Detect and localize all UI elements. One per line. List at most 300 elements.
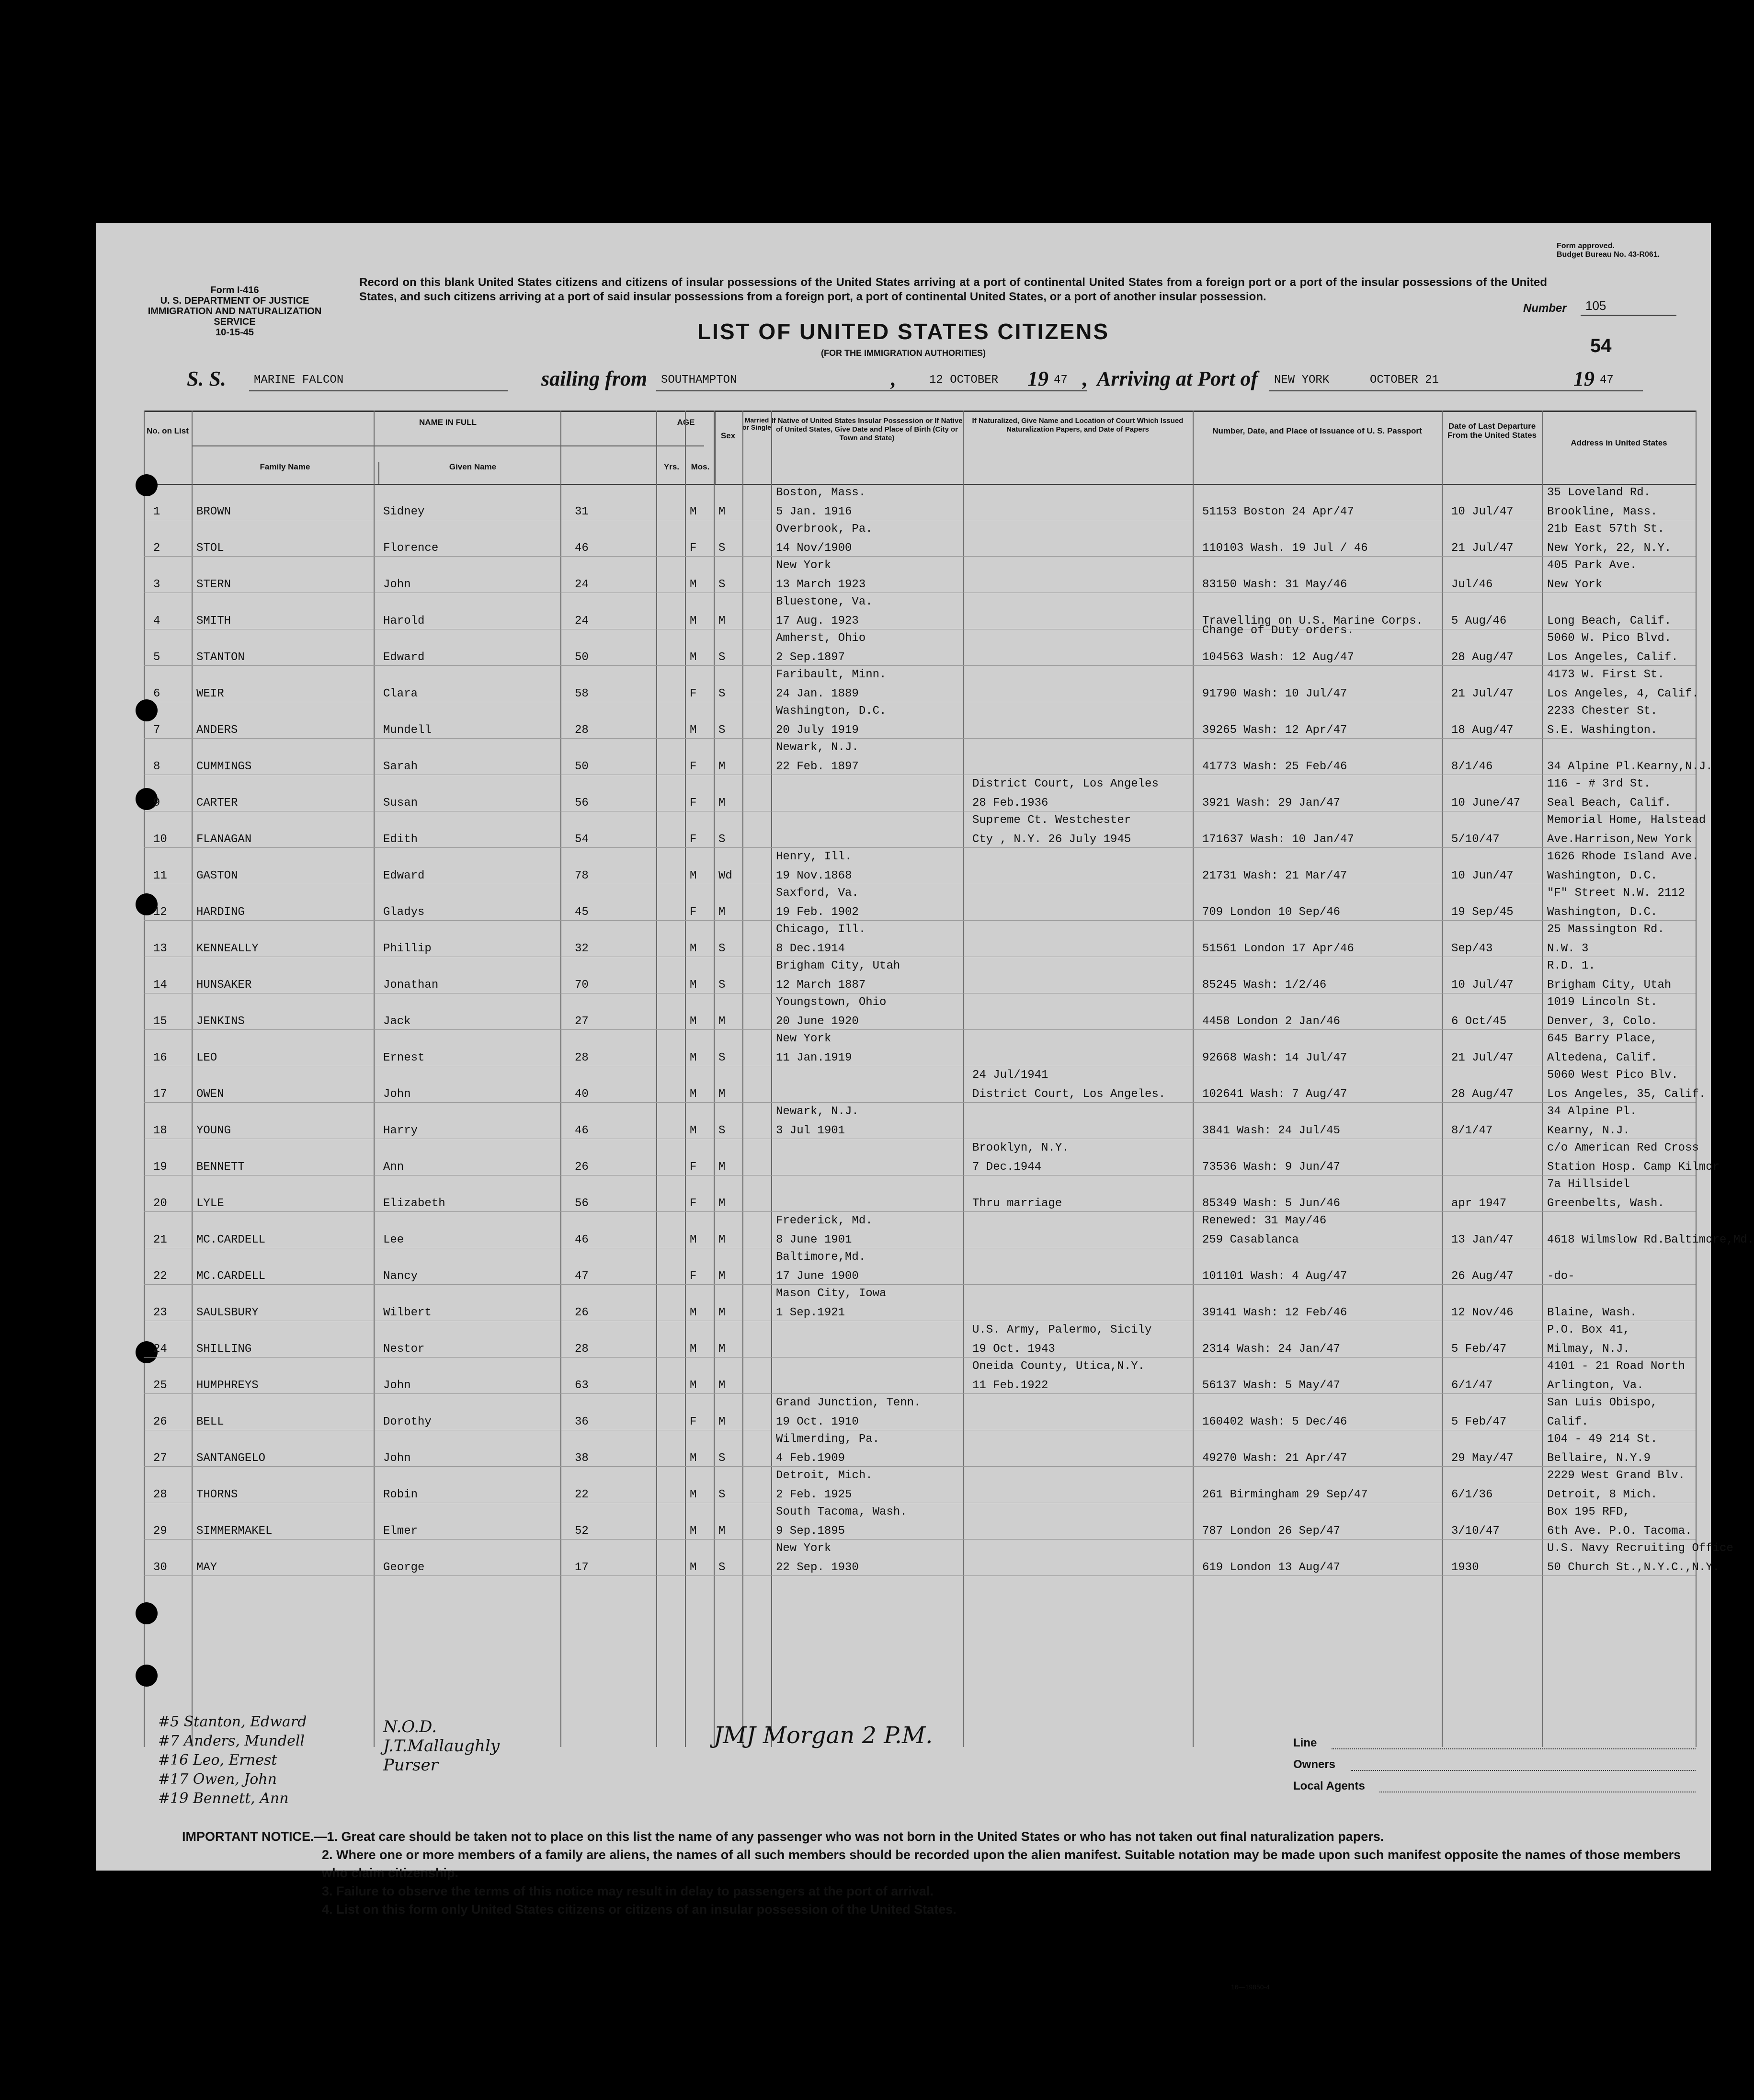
birth-place: Boston, Mass. bbox=[776, 486, 866, 499]
address-line-2: N.W. 3 bbox=[1547, 942, 1589, 955]
note-line: #5 Stanton, Edward bbox=[158, 1713, 307, 1730]
passenger-number: 25 bbox=[153, 1379, 167, 1392]
given-name: Wilbert bbox=[383, 1306, 432, 1319]
given-name: Gladys bbox=[383, 906, 425, 919]
passenger-number: 8 bbox=[153, 760, 160, 773]
family-name: BELL bbox=[196, 1415, 224, 1428]
table-row bbox=[144, 666, 1699, 702]
passenger-number: 21 bbox=[153, 1233, 167, 1246]
sex: F bbox=[690, 1415, 697, 1428]
birth-place: Wilmerding, Pa. bbox=[776, 1433, 880, 1446]
table-row bbox=[144, 1467, 1696, 1503]
age-years: 78 bbox=[575, 869, 589, 882]
note-line: #7 Anders, Mundell bbox=[158, 1733, 305, 1749]
birth-date: 20 July 1919 bbox=[776, 724, 859, 737]
age-years: 32 bbox=[575, 942, 589, 955]
birth-date: 2 Feb. 1925 bbox=[776, 1488, 852, 1501]
manifest-sheet bbox=[96, 223, 1754, 1991]
page-subtitle: (FOR THE IMMIGRATION AUTHORITIES) bbox=[821, 348, 986, 358]
family-name: CUMMINGS bbox=[196, 760, 252, 773]
sex: F bbox=[690, 797, 697, 810]
important-notice bbox=[182, 1827, 1686, 1918]
table-row bbox=[144, 739, 1713, 775]
marital-status: S bbox=[718, 687, 726, 700]
address-line-1: "F" Street N.W. 2112 bbox=[1547, 887, 1686, 900]
given-name: Edward bbox=[383, 869, 425, 882]
table-row bbox=[144, 1540, 1733, 1576]
marital-status: M bbox=[718, 760, 726, 773]
inspector-signature: JMJ Morgan 2 P.M. bbox=[714, 1722, 933, 1749]
passport-info: 787 London 26 Sep/47 bbox=[1202, 1525, 1341, 1538]
birth-date: 20 June 1920 bbox=[776, 1015, 859, 1028]
birth-place: Amherst, Ohio bbox=[776, 632, 866, 645]
sex: M bbox=[690, 651, 697, 664]
table-row bbox=[144, 884, 1696, 921]
last-departure: 10 June/47 bbox=[1451, 797, 1521, 810]
naturalization-court: Brooklyn, N.Y. bbox=[972, 1141, 1069, 1154]
line-field[interactable] bbox=[1332, 1748, 1696, 1749]
arrival-year-prefix: 19 bbox=[1573, 367, 1595, 390]
age-years: 28 bbox=[575, 724, 589, 737]
birth-date: 9 Sep.1895 bbox=[776, 1525, 845, 1538]
family-name: SANTANGELO bbox=[196, 1452, 266, 1465]
service-name: IMMIGRATION AND NATURALIZATION SERVICE bbox=[148, 306, 322, 327]
passenger-number: 27 bbox=[153, 1452, 167, 1465]
address-line-1: Memorial Home, Halstead bbox=[1547, 814, 1706, 827]
birth-date: 2 Sep.1897 bbox=[776, 651, 845, 664]
agents-label: Local Agents bbox=[1293, 1780, 1365, 1792]
number-value: 105 bbox=[1585, 298, 1606, 313]
address-line-2: Arlington, Va. bbox=[1547, 1379, 1644, 1392]
passenger-number: 2 bbox=[153, 542, 160, 555]
birth-place: Brigham City, Utah bbox=[776, 959, 900, 972]
age-years: 56 bbox=[575, 1197, 589, 1210]
birth-place: Faribault, Minn. bbox=[776, 668, 887, 681]
marital-status: S bbox=[718, 1051, 726, 1064]
sex: M bbox=[690, 724, 697, 737]
sex: M bbox=[690, 1088, 697, 1101]
last-departure: 3/10/47 bbox=[1451, 1525, 1500, 1538]
naturalization-date: 11 Feb.1922 bbox=[972, 1379, 1048, 1392]
marital-status: S bbox=[718, 542, 726, 555]
header-name-in-full: NAME IN FULL bbox=[419, 418, 477, 427]
table-row bbox=[144, 848, 1699, 884]
address-line-2: Brookline, Mass. bbox=[1547, 505, 1658, 518]
last-departure: 6 Oct/45 bbox=[1451, 1015, 1507, 1028]
family-name: LEO bbox=[196, 1051, 217, 1064]
marital-status: S bbox=[718, 942, 726, 955]
address-line-2: 34 Alpine Pl.Kearny,N.J. bbox=[1547, 760, 1713, 773]
sex: M bbox=[690, 942, 697, 955]
family-name: HARDING bbox=[196, 906, 245, 919]
family-name: SMITH bbox=[196, 615, 231, 628]
passport-info: 73536 Wash: 9 Jun/47 bbox=[1202, 1161, 1341, 1174]
header-name-divider bbox=[192, 445, 704, 446]
comma-2: , bbox=[1082, 367, 1088, 390]
age-years: 26 bbox=[575, 1306, 589, 1319]
table-row bbox=[144, 1103, 1696, 1139]
header-married: Married or Single bbox=[742, 412, 772, 489]
arriving-label: Arriving at Port of bbox=[1097, 367, 1258, 390]
birth-date: 22 Feb. 1897 bbox=[776, 760, 859, 773]
birth-date: 17 Aug. 1923 bbox=[776, 615, 859, 628]
last-departure: 10 Jul/47 bbox=[1451, 505, 1514, 518]
budget-line-1: Form approved. bbox=[1557, 242, 1615, 250]
last-departure: 10 Jun/47 bbox=[1451, 869, 1514, 882]
address-line-2: Los Angeles, Calif. bbox=[1547, 651, 1678, 664]
naturalization-court: 24 Jul/1941 bbox=[972, 1069, 1048, 1082]
passport-info: 39265 Wash: 12 Apr/47 bbox=[1202, 724, 1347, 737]
sex: F bbox=[690, 687, 697, 700]
age-years: 46 bbox=[575, 1124, 589, 1137]
birth-date: 11 Jan.1919 bbox=[776, 1051, 852, 1064]
last-departure: 18 Aug/47 bbox=[1451, 724, 1514, 737]
address-line-1: 645 Barry Place, bbox=[1547, 1032, 1658, 1045]
page-number: 54 bbox=[1590, 335, 1612, 356]
naturalization-court: U.S. Army, Palermo, Sicily bbox=[972, 1324, 1152, 1336]
table-row bbox=[144, 921, 1696, 957]
birth-date: 17 June 1900 bbox=[776, 1270, 859, 1283]
sex: M bbox=[690, 979, 697, 992]
given-name: Susan bbox=[383, 797, 418, 810]
header-passport: Number, Date, and Place of Issuance of U. S. Passport bbox=[1193, 412, 1443, 498]
marital-status: M bbox=[718, 1525, 726, 1538]
sailing-date: 12 OCTOBER bbox=[929, 374, 999, 387]
last-departure: 21 Jul/47 bbox=[1451, 1051, 1514, 1064]
age-years: 27 bbox=[575, 1015, 589, 1028]
birth-place: Detroit, Mich. bbox=[776, 1469, 873, 1482]
address-line-1: 104 - 49 214 St. bbox=[1547, 1433, 1658, 1446]
naturalization-date: 19 Oct. 1943 bbox=[972, 1343, 1055, 1356]
address-line-2: Blaine, Wash. bbox=[1547, 1306, 1637, 1319]
age-years: 52 bbox=[575, 1525, 589, 1538]
passenger-number: 19 bbox=[153, 1161, 167, 1174]
naturalization-date: District Court, Los Angeles. bbox=[972, 1088, 1166, 1101]
passenger-number: 4 bbox=[153, 615, 160, 628]
naturalization-date: Cty , N.Y. 26 July 1945 bbox=[972, 833, 1131, 846]
passenger-number: 29 bbox=[153, 1525, 167, 1538]
birth-date: 22 Sep. 1930 bbox=[776, 1561, 859, 1574]
birth-date: 5 Jan. 1916 bbox=[776, 505, 852, 518]
passport-info: 85245 Wash: 1/2/46 bbox=[1202, 979, 1327, 992]
marital-status: S bbox=[718, 651, 726, 664]
number-underline bbox=[1581, 315, 1676, 316]
address-line-2: New York, 22, N.Y. bbox=[1547, 542, 1672, 555]
address-line-2: Brigham City, Utah bbox=[1547, 979, 1672, 992]
form-number: Form I-416 bbox=[210, 285, 259, 296]
address-line-1: 5060 West Pico Blv. bbox=[1547, 1069, 1678, 1082]
birth-date: 14 Nov/1900 bbox=[776, 542, 852, 555]
last-departure: 5/10/47 bbox=[1451, 833, 1500, 846]
address-line-1: Box 195 RFD, bbox=[1547, 1506, 1630, 1518]
address-line-1: San Luis Obispo, bbox=[1547, 1396, 1658, 1409]
family-name: ANDERS bbox=[196, 724, 238, 737]
note-line: #17 Owen, John bbox=[158, 1771, 277, 1788]
header-no: No. on List bbox=[144, 412, 193, 498]
purser-signature bbox=[383, 1717, 500, 1775]
table-row bbox=[144, 484, 1696, 520]
age-years: 46 bbox=[575, 542, 589, 555]
number-label: Number bbox=[1523, 302, 1567, 315]
passport-info: 91790 Wash: 10 Jul/47 bbox=[1202, 687, 1347, 700]
table-row bbox=[144, 1358, 1696, 1394]
birth-date: 24 Jan. 1889 bbox=[776, 687, 859, 700]
age-years: 24 bbox=[575, 578, 589, 591]
sailing-year: 47 bbox=[1054, 374, 1068, 387]
passenger-number: 26 bbox=[153, 1415, 167, 1428]
last-departure: 29 May/47 bbox=[1451, 1452, 1514, 1465]
age-years: 50 bbox=[575, 651, 589, 664]
family-name: MAY bbox=[196, 1561, 217, 1574]
print-code: 16—19850-4 bbox=[1231, 1983, 1270, 1991]
birth-place: Mason City, Iowa bbox=[776, 1287, 887, 1300]
age-years: 45 bbox=[575, 906, 589, 919]
family-name: YOUNG bbox=[196, 1124, 231, 1137]
passport-info: 56137 Wash: 5 May/47 bbox=[1202, 1379, 1341, 1392]
given-name: Harold bbox=[383, 615, 425, 628]
passport-info: 83150 Wash: 31 May/46 bbox=[1202, 578, 1347, 591]
address-line-2: Bellaire, N.Y.9 bbox=[1547, 1452, 1651, 1465]
passenger-number: 28 bbox=[153, 1488, 167, 1501]
given-name: Robin bbox=[383, 1488, 418, 1501]
birth-place: Grand Junction, Tenn. bbox=[776, 1396, 921, 1409]
marital-status: M bbox=[718, 1415, 726, 1428]
arrival-port: NEW YORK bbox=[1274, 374, 1330, 387]
header-age: AGE bbox=[677, 418, 695, 427]
address-line-2: 6th Ave. P.O. Tacoma. bbox=[1547, 1525, 1692, 1538]
age-years: 26 bbox=[575, 1161, 589, 1174]
line-label: Line bbox=[1293, 1736, 1317, 1749]
header-age-group bbox=[656, 412, 716, 484]
passport-info: 104563 Wash: 12 Aug/47 bbox=[1202, 651, 1354, 664]
passenger-number: 24 bbox=[153, 1343, 167, 1356]
sex: F bbox=[690, 833, 697, 846]
last-departure: 8/1/46 bbox=[1451, 760, 1493, 773]
passenger-number: 1 bbox=[153, 505, 160, 518]
given-name: John bbox=[383, 1379, 411, 1392]
given-name: Ann bbox=[383, 1161, 404, 1174]
ss-label: S. S. bbox=[187, 367, 226, 390]
address-line-2: S.E. Washington. bbox=[1547, 724, 1658, 737]
birth-place: Henry, Ill. bbox=[776, 850, 852, 863]
passport-note: Change of Duty orders. bbox=[1202, 624, 1354, 637]
punch-hole bbox=[136, 1665, 158, 1687]
address-line-2: Washington, D.C. bbox=[1547, 869, 1658, 882]
family-name: LYLE bbox=[196, 1197, 224, 1210]
birth-place: Newark, N.J. bbox=[776, 1105, 859, 1118]
address-line-1: 7a Hillsidel bbox=[1547, 1178, 1630, 1191]
age-years: 22 bbox=[575, 1488, 589, 1501]
passenger-number: 16 bbox=[153, 1051, 167, 1064]
passport-info: 49270 Wash: 21 Apr/47 bbox=[1202, 1452, 1347, 1465]
note-line: #16 Leo, Ernest bbox=[158, 1752, 277, 1769]
header-given-name: Given Name bbox=[378, 462, 566, 484]
sex: M bbox=[690, 1015, 697, 1028]
department-name: U. S. DEPARTMENT OF JUSTICE bbox=[160, 296, 309, 306]
form-date: 10-15-45 bbox=[215, 327, 254, 338]
address-line-1: 2229 West Grand Blv. bbox=[1547, 1469, 1686, 1482]
marital-status: M bbox=[718, 1197, 726, 1210]
age-years: 47 bbox=[575, 1270, 589, 1283]
table-row bbox=[144, 1503, 1696, 1540]
address-line-2: -do- bbox=[1547, 1270, 1575, 1283]
birth-place: New York bbox=[776, 1542, 831, 1555]
last-departure: 21 Jul/47 bbox=[1451, 542, 1514, 555]
address-line-1: 1626 Rhode Island Ave. bbox=[1547, 850, 1699, 863]
marital-status: M bbox=[718, 906, 726, 919]
passport-renewal: Renewed: 31 May/46 bbox=[1202, 1214, 1327, 1227]
header-native: If Native of United States Insular Possession or If Native of United States, Give Date and Place of Birth (City or Town and State) bbox=[771, 412, 964, 489]
table-row bbox=[144, 1212, 1754, 1248]
given-name: John bbox=[383, 1452, 411, 1465]
sex: M bbox=[690, 1452, 697, 1465]
address-line-1: R.D. 1. bbox=[1547, 959, 1595, 972]
age-years: 40 bbox=[575, 1088, 589, 1101]
address-line-1: c/o American Red Cross bbox=[1547, 1141, 1699, 1154]
address-line-2: Station Hosp. Camp Kilmor bbox=[1547, 1161, 1720, 1174]
family-name: HUMPHREYS bbox=[196, 1379, 259, 1392]
age-years: 56 bbox=[575, 797, 589, 810]
sex: M bbox=[690, 1561, 697, 1574]
age-years: 70 bbox=[575, 979, 589, 992]
marital-status: M bbox=[718, 1379, 726, 1392]
given-name: Jonathan bbox=[383, 979, 439, 992]
sex: F bbox=[690, 906, 697, 919]
sailing-port: SOUTHAMPTON bbox=[661, 374, 737, 387]
address-line-1: 21b East 57th St. bbox=[1547, 523, 1664, 536]
marital-status: M bbox=[718, 1233, 726, 1246]
passenger-number: 17 bbox=[153, 1088, 167, 1101]
table-row bbox=[144, 811, 1706, 848]
last-departure: 6/1/36 bbox=[1451, 1488, 1493, 1501]
birth-date: 19 Oct. 1910 bbox=[776, 1415, 859, 1428]
birth-place: South Tacoma, Wash. bbox=[776, 1506, 907, 1518]
instruction-text: Record on this blank United States citizens and citizens of insular possessions of the United States arriving at a port of continental United States from a foreign port or a port of the insular possessions of the United States, and such citizens arriving at a port of said insular possessions from a foreign port, a port of continental United States, or a port of another insular possession. bbox=[359, 276, 1547, 303]
marital-status: S bbox=[718, 833, 726, 846]
given-name: Harry bbox=[383, 1124, 418, 1137]
notice-text: 1. Great care should be taken not to place on this list the name of any passenger who was not born in the United States or who has not taken out final naturalization papers. bbox=[327, 1829, 1384, 1844]
sex: F bbox=[690, 542, 697, 555]
given-name: Sarah bbox=[383, 760, 418, 773]
table-row bbox=[144, 629, 1696, 666]
age-years: 63 bbox=[575, 1379, 589, 1392]
age-years: 17 bbox=[575, 1561, 589, 1574]
arrival-year: 47 bbox=[1600, 374, 1614, 387]
sex: M bbox=[690, 1525, 697, 1538]
family-name: SHILLING bbox=[196, 1343, 252, 1356]
family-name: CARTER bbox=[196, 797, 238, 810]
address-line-2: Los Angeles, 4, Calif. bbox=[1547, 687, 1699, 700]
table-header bbox=[144, 411, 1696, 485]
family-name: OWEN bbox=[196, 1088, 224, 1101]
family-name: WEIR bbox=[196, 687, 224, 700]
family-name: STOL bbox=[196, 542, 224, 555]
family-name: SAULSBURY bbox=[196, 1306, 259, 1319]
address-line-1: 4173 W. First St. bbox=[1547, 668, 1664, 681]
header-departure: Date of Last Departure From the United States bbox=[1442, 412, 1543, 493]
address-line-2: Seal Beach, Calif. bbox=[1547, 797, 1672, 810]
last-departure: 10 Jul/47 bbox=[1451, 979, 1514, 992]
header-yrs: Yrs. bbox=[663, 462, 680, 471]
address-line-1: 4101 - 21 Road North bbox=[1547, 1360, 1686, 1373]
given-name: Nestor bbox=[383, 1343, 425, 1356]
address-line-1: U.S. Navy Recruiting Office bbox=[1547, 1542, 1733, 1555]
notice-item-3: 3. Failure to observe the terms of this notice may result in delay to passengers at the port of arrival. bbox=[322, 1884, 934, 1898]
address-line-2: Altedena, Calif. bbox=[1547, 1051, 1658, 1064]
naturalization-court: District Court, Los Angeles bbox=[972, 777, 1159, 790]
birth-date: 8 June 1901 bbox=[776, 1233, 852, 1246]
passenger-number: 12 bbox=[153, 906, 167, 919]
passport-info: 39141 Wash: 12 Feb/46 bbox=[1202, 1306, 1347, 1319]
passport-info: 709 London 10 Sep/46 bbox=[1202, 906, 1341, 919]
sex: M bbox=[690, 578, 697, 591]
passenger-number: 30 bbox=[153, 1561, 167, 1574]
address-line-1: 116 - # 3rd St. bbox=[1547, 777, 1651, 790]
ship-name: MARINE FALCON bbox=[254, 374, 344, 387]
budget-line-2: Budget Bureau No. 43-R061. bbox=[1557, 251, 1660, 259]
naturalization-date: 7 Dec.1944 bbox=[972, 1161, 1042, 1174]
marital-status: Wd bbox=[718, 869, 732, 882]
given-name: Nancy bbox=[383, 1270, 418, 1283]
sailing-date-line bbox=[910, 390, 1087, 391]
passport-info: 110103 Wash. 19 Jul / 46 bbox=[1202, 542, 1368, 555]
passport-info: 171637 Wash: 10 Jan/47 bbox=[1202, 833, 1354, 846]
passenger-number: 14 bbox=[153, 979, 167, 992]
sailing-year-prefix: 19 bbox=[1027, 367, 1048, 390]
marital-status: M bbox=[718, 505, 726, 518]
birth-place: Bluestone, Va. bbox=[776, 595, 873, 608]
last-departure: 5 Feb/47 bbox=[1451, 1415, 1507, 1428]
header-family-name: Family Name bbox=[260, 462, 310, 471]
family-name: BROWN bbox=[196, 505, 231, 518]
passenger-number: 10 bbox=[153, 833, 167, 846]
passenger-number: 3 bbox=[153, 578, 160, 591]
table-row bbox=[144, 1321, 1696, 1358]
notice-item-1 bbox=[182, 1827, 1686, 1846]
notice-label: IMPORTANT NOTICE.— bbox=[182, 1829, 327, 1844]
sex: M bbox=[690, 1233, 697, 1246]
header-name-group bbox=[192, 412, 704, 484]
given-name: John bbox=[383, 1088, 411, 1101]
given-name: Elmer bbox=[383, 1525, 418, 1538]
sex: M bbox=[690, 1343, 697, 1356]
family-name: THORNS bbox=[196, 1488, 238, 1501]
nod-note: N.O.D. bbox=[383, 1717, 437, 1736]
marital-status: M bbox=[718, 1161, 726, 1174]
given-name: Ernest bbox=[383, 1051, 425, 1064]
table-row bbox=[144, 1430, 1696, 1467]
owners-field[interactable] bbox=[1351, 1770, 1696, 1771]
sex: M bbox=[690, 1488, 697, 1501]
table-row bbox=[144, 702, 1696, 739]
passenger-number: 5 bbox=[153, 651, 160, 664]
given-name: Elizabeth bbox=[383, 1197, 445, 1210]
table-row bbox=[144, 1176, 1696, 1212]
marital-status: M bbox=[718, 797, 726, 810]
table-row bbox=[144, 593, 1696, 637]
address-line-1: 5060 W. Pico Blvd. bbox=[1547, 632, 1672, 645]
passport-info: 259 Casablanca bbox=[1202, 1233, 1299, 1246]
marital-status: S bbox=[718, 979, 726, 992]
sex: M bbox=[690, 1124, 697, 1137]
age-years: 28 bbox=[575, 1051, 589, 1064]
last-departure: Jul/46 bbox=[1451, 578, 1493, 591]
table-row bbox=[144, 557, 1696, 593]
passenger-number: 22 bbox=[153, 1270, 167, 1283]
sex: M bbox=[690, 1051, 697, 1064]
passport-info: 160402 Wash: 5 Dec/46 bbox=[1202, 1415, 1347, 1428]
marital-status: S bbox=[718, 724, 726, 737]
